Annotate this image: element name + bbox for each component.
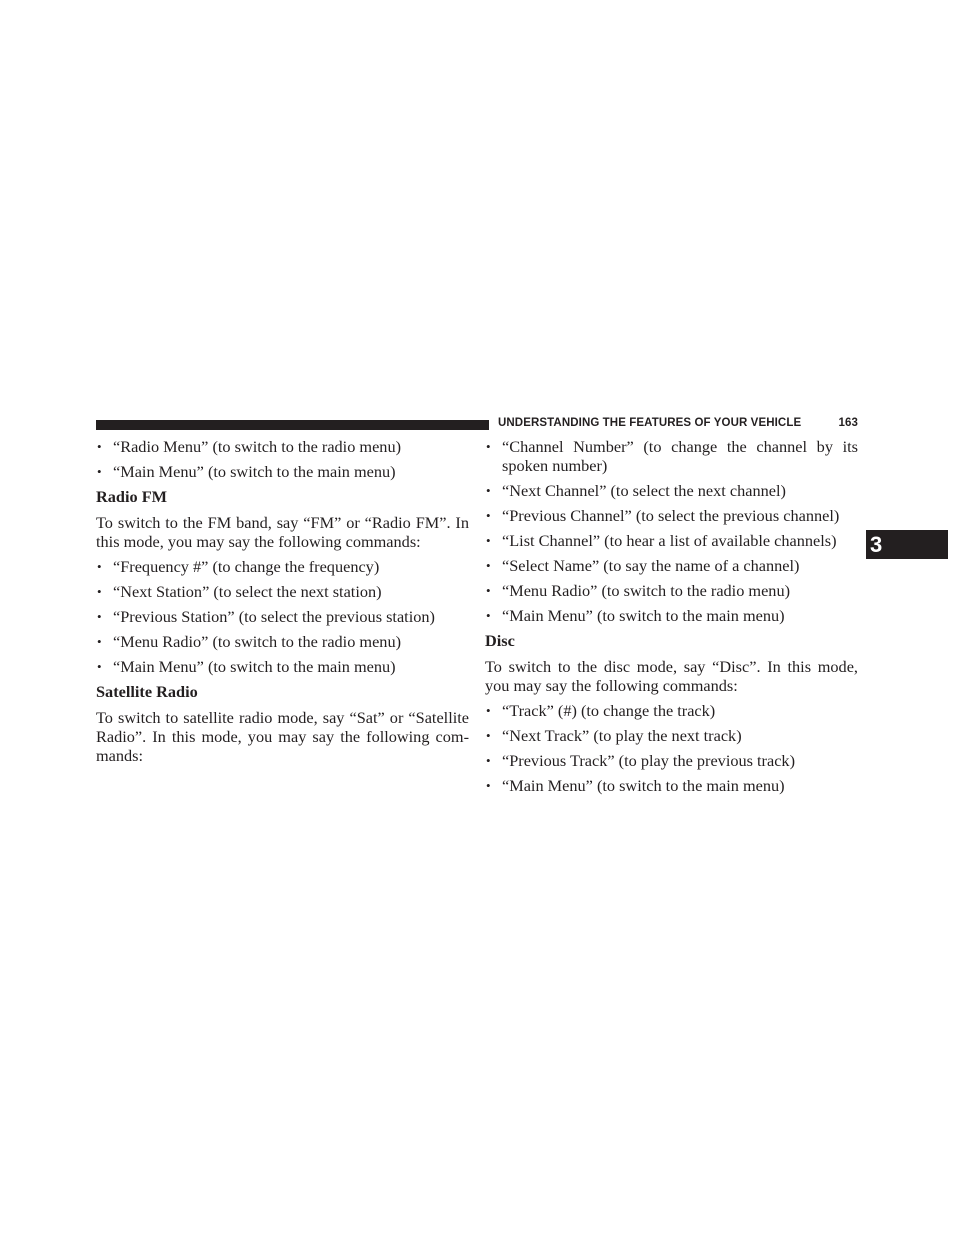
disc-heading: Disc [485, 631, 515, 650]
list-item: • “Next Track” (to play the next track) [485, 726, 858, 745]
page-number: 163 [838, 417, 858, 429]
header-rule [96, 420, 489, 430]
list-item: • “Main Menu” (to switch to the main menu) [485, 776, 858, 795]
list-item: • “Channel Number” (to change the channel by its spoken number) [485, 437, 858, 475]
list-item: • “Main Menu” (to switch to the main menu) [485, 606, 858, 625]
header-title: UNDERSTANDING THE FEATURES OF YOUR VEHICLE [498, 417, 802, 429]
list-item: • “Previous Station” (to select the previous station) [96, 607, 469, 626]
list-item: • “Menu Radio” (to switch to the radio menu) [96, 632, 469, 651]
satellite-radio-paragraph: To switch to satellite radio mode, say “Sat” or “Satellite Radio”. In this mode, you may say the following com-mands: [96, 708, 469, 765]
list-item: • “List Channel” (to hear a list of available channels) [485, 531, 858, 550]
satellite-radio-heading: Satellite Radio [96, 682, 198, 701]
chapter-tab: 3 [866, 530, 948, 559]
list-item: • “Track” (#) (to change the track) [485, 701, 858, 720]
list-item: • “Menu Radio” (to switch to the radio menu) [485, 581, 858, 600]
radio-fm-heading: Radio FM [96, 487, 167, 506]
list-item: • “Select Name” (to say the name of a channel) [485, 556, 858, 575]
radio-fm-command-list [96, 557, 469, 676]
satellite-command-list [485, 437, 858, 625]
disc-command-list [485, 701, 858, 795]
right-column [485, 437, 858, 801]
radio-menu-command-list [96, 437, 469, 481]
disc-paragraph: To switch to the disc mode, say “Disc”. In this mode, you may say the following commands: [485, 657, 858, 695]
list-item: • “Main Menu” (to switch to the main menu) [96, 657, 469, 676]
list-item: • “Previous Track” (to play the previous track) [485, 751, 858, 770]
list-item: • “Previous Channel” (to select the previous channel) [485, 506, 858, 525]
left-column [96, 437, 469, 771]
running-header [498, 417, 858, 429]
list-item: • “Frequency #” (to change the frequency) [96, 557, 469, 576]
list-item: • “Next Station” (to select the next station) [96, 582, 469, 601]
radio-fm-paragraph: To switch to the FM band, say “FM” or “Radio FM”. In this mode, you may say the following commands: [96, 513, 469, 551]
list-item: • “Radio Menu” (to switch to the radio menu) [96, 437, 469, 456]
list-item: • “Main Menu” (to switch to the main menu) [96, 462, 469, 481]
list-item: • “Next Channel” (to select the next channel) [485, 481, 858, 500]
